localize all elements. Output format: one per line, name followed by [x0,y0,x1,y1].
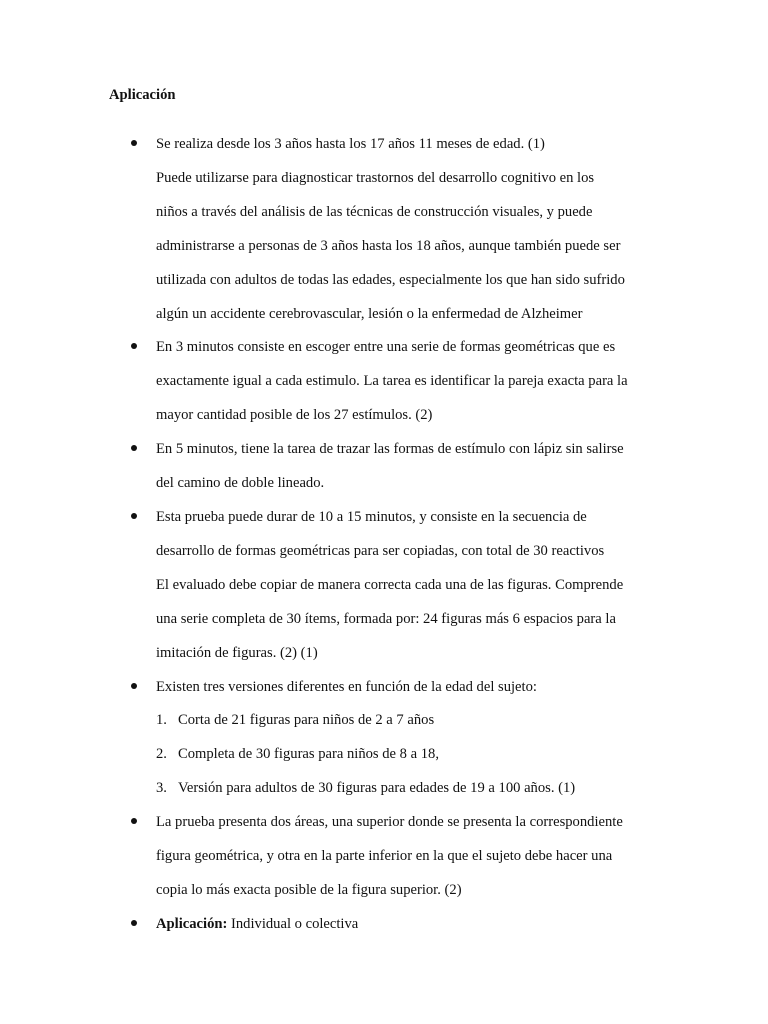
bullet-line: administrarse a personas de 3 años hasta los 18 años, aunque también puede ser [156,237,621,254]
sublist-item [156,772,688,806]
bullet-line: del camino de doble lineado. [156,475,325,492]
bullet-line: Puede utilizarse para diagnosticar trastornos del desarrollo cognitivo en los [156,169,595,186]
bullet-line: Se realiza desde los 3 años hasta los 17 años 11 meses de edad. (1) [156,136,545,152]
bullet-line: exactamente igual a cada estimulo. La tarea es identificar la pareja exacta para la [156,373,628,390]
bullet-dot-icon [131,920,137,926]
bold-label: Aplicación: [156,915,228,932]
bullet-dot-icon [131,683,137,689]
bullet-dot-icon [131,343,137,349]
bullet-item-1 [0,128,768,331]
sublist-number: 1. [156,712,167,729]
sublist-text: Completa de 30 figuras para niños de 8 a 18, [178,746,439,763]
bullet-line [156,908,688,942]
section-heading: Aplicación [109,87,176,103]
sublist-item [156,704,688,738]
bullet-line: La prueba presenta dos áreas, una superior donde se presenta la correspondiente [156,814,623,831]
bullet-line: niños a través del análisis de las técnicas de construcción visuales, y puede [156,203,593,220]
bullet-line: desarrollo de formas geométricas para ser copiadas, con total de 30 reactivos [156,542,605,559]
bullet-dot-icon [131,513,137,519]
bullet-line: algún un accidente cerebrovascular, lesión o la enfermedad de Alzheimer [156,305,583,322]
numbered-sublist [156,704,688,806]
bullet-line: imitación de figuras. (2) (1) [156,644,318,661]
bullet-item-7 [0,908,768,942]
bullet-line: En 3 minutos consiste en escoger entre una serie de formas geométricas que es [156,339,616,356]
bullet-line: Existen tres versiones diferentes en función de la edad del sujeto: [156,678,537,695]
bullet-dot-icon [131,445,137,451]
sublist-number: 2. [156,746,167,763]
bullet-line: figura geométrica, y otra en la parte inferior en la que el sujeto debe hacer una [156,848,613,865]
bullet-line: Esta prueba puede durar de 10 a 15 minutos, y consiste en la secuencia de [156,508,587,525]
sublist-item [156,738,688,772]
bullet-item-6 [0,806,768,908]
bullet-item-5 [0,671,768,807]
label-value: Individual o colectiva [227,915,359,932]
bullet-line: mayor cantidad posible de los 27 estímulos. (2) [156,407,433,424]
bullet-line: una serie completa de 30 ítems, formada por: 24 figuras más 6 espacios para la [156,610,616,627]
bullet-item-3 [0,433,768,501]
bullet-dot-icon [131,140,137,146]
bullet-list [0,128,768,942]
sublist-number: 3. [156,780,167,797]
sublist-text: Versión para adultos de 30 figuras para edades de 19 a 100 años. (1) [178,780,576,797]
bullet-item-4 [0,501,768,671]
bullet-line: En 5 minutos, tiene la tarea de trazar las formas de estímulo con lápiz sin salirse [156,441,624,458]
bullet-dot-icon [131,818,137,824]
bullet-item-2 [0,331,768,433]
sublist-text: Corta de 21 figuras para niños de 2 a 7 años [178,712,435,729]
bullet-line: El evaluado debe copiar de manera correcta cada una de las figuras. Comprende [156,576,624,593]
bullet-line: copia lo más exacta posible de la figura superior. (2) [156,881,462,898]
bullet-line: utilizada con adultos de todas las edades, especialmente los que han sido sufrido [156,271,625,288]
